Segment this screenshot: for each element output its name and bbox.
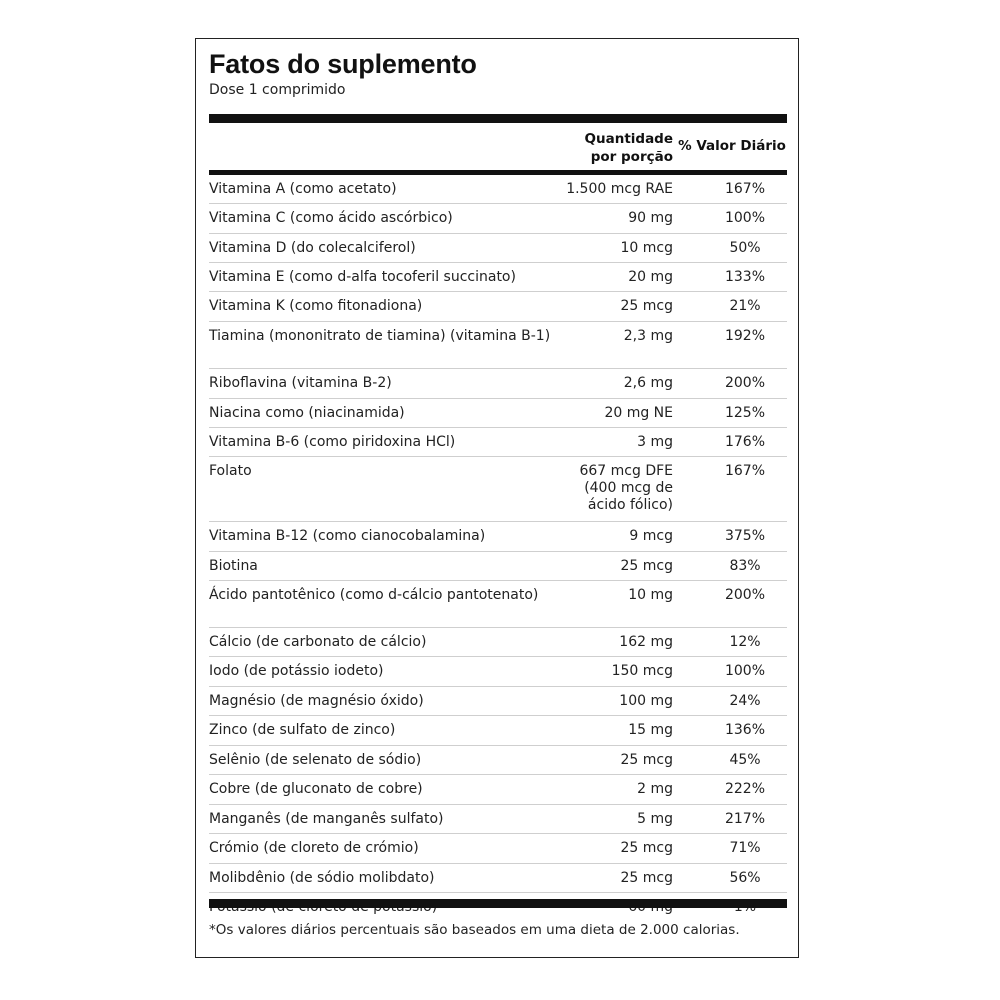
nutrient-daily-value: 167% bbox=[724, 463, 766, 479]
nutrient-row bbox=[209, 522, 787, 552]
nutrient-daily-value: 50% bbox=[729, 240, 761, 256]
nutrient-daily-value: 12% bbox=[729, 634, 761, 650]
nutrient-amount: 1.500 mcg RAE bbox=[566, 181, 673, 197]
nutrient-name: Cobre (de gluconato de cobre) bbox=[209, 781, 423, 797]
nutrient-name: Vitamina A (como acetato) bbox=[209, 181, 397, 197]
nutrient-daily-value: 83% bbox=[729, 558, 761, 574]
nutrient-name: Vitamina C (como ácido ascórbico) bbox=[209, 210, 453, 226]
nutrient-name: Zinco (de sulfato de zinco) bbox=[209, 722, 396, 738]
footnote: *Os valores diários percentuais são baseados em uma dieta de 2.000 calorias. bbox=[209, 922, 740, 938]
nutrient-row bbox=[209, 552, 787, 581]
panel-title: Fatos do suplemento bbox=[209, 49, 477, 79]
nutrient-row bbox=[209, 322, 787, 369]
nutrient-daily-value: 100% bbox=[724, 663, 766, 679]
nutrient-daily-value: 21% bbox=[729, 298, 761, 314]
nutrient-amount: 10 mcg bbox=[620, 240, 673, 256]
nutrient-name: Iodo (de potássio iodeto) bbox=[209, 663, 384, 679]
nutrient-amount: 667 mcg DFE (400 mcg de ácido fólico) bbox=[579, 463, 673, 513]
nutrient-amount: 100 mg bbox=[619, 693, 673, 709]
bottom-divider bbox=[209, 899, 787, 908]
nutrient-row bbox=[209, 628, 787, 657]
nutrient-amount: 25 mcg bbox=[620, 870, 673, 886]
nutrient-name: Vitamina D (do colecalciferol) bbox=[209, 240, 416, 256]
nutrient-amount: 90 mg bbox=[628, 210, 673, 226]
nutrient-name: Niacina como (niacinamida) bbox=[209, 405, 405, 421]
nutrient-row bbox=[209, 175, 787, 204]
nutrient-row bbox=[209, 805, 787, 834]
nutrient-name: Manganês (de manganês sulfato) bbox=[209, 811, 444, 827]
nutrient-table bbox=[209, 175, 787, 922]
nutrient-daily-value: 45% bbox=[729, 752, 761, 768]
nutrient-row bbox=[209, 687, 787, 716]
nutrient-amount: 25 mcg bbox=[620, 840, 673, 856]
nutrient-daily-value: 133% bbox=[724, 269, 766, 285]
nutrient-name: Tiamina (mononitrato de tiamina) (vitamina B-1) bbox=[209, 328, 551, 344]
nutrient-daily-value: 200% bbox=[724, 587, 766, 603]
nutrient-daily-value: 125% bbox=[724, 405, 766, 421]
nutrient-amount: 25 mcg bbox=[620, 752, 673, 768]
nutrient-row bbox=[209, 864, 787, 893]
nutrient-amount: 9 mcg bbox=[629, 528, 673, 544]
header-daily-value: % Valor Diário bbox=[678, 138, 786, 154]
nutrient-name: Folato bbox=[209, 463, 252, 479]
nutrient-daily-value: 222% bbox=[724, 781, 766, 797]
nutrient-row bbox=[209, 775, 787, 805]
serving-size: Dose 1 comprimido bbox=[209, 82, 346, 98]
nutrient-name: Vitamina B-6 (como piridoxina HCl) bbox=[209, 434, 456, 450]
nutrient-row bbox=[209, 716, 787, 746]
nutrient-name: Biotina bbox=[209, 558, 258, 574]
nutrient-amount: 3 mg bbox=[637, 434, 673, 450]
nutrient-name: Ácido pantotênico (como d-cálcio pantotenato) bbox=[209, 587, 539, 603]
nutrient-row bbox=[209, 369, 787, 399]
supplement-facts-panel bbox=[195, 38, 799, 958]
nutrient-amount: 25 mcg bbox=[620, 558, 673, 574]
nutrient-name: Vitamina B-12 (como cianocobalamina) bbox=[209, 528, 486, 544]
nutrient-row bbox=[209, 428, 787, 457]
nutrient-amount: 150 mcg bbox=[611, 663, 673, 679]
nutrient-row bbox=[209, 581, 787, 628]
nutrient-daily-value: 56% bbox=[729, 870, 761, 886]
nutrient-name: Cálcio (de carbonato de cálcio) bbox=[209, 634, 427, 650]
nutrient-daily-value: 136% bbox=[724, 722, 766, 738]
nutrient-row bbox=[209, 834, 787, 864]
top-divider bbox=[209, 114, 787, 123]
nutrient-daily-value: 200% bbox=[724, 375, 766, 391]
nutrient-amount: 2,3 mg bbox=[623, 328, 673, 344]
nutrient-amount: 15 mg bbox=[628, 722, 673, 738]
nutrient-row bbox=[209, 657, 787, 687]
nutrient-name: Molibdênio (de sódio molibdato) bbox=[209, 870, 435, 886]
nutrient-daily-value: 24% bbox=[729, 693, 761, 709]
nutrient-row bbox=[209, 292, 787, 322]
nutrient-name: Riboflavina (vitamina B-2) bbox=[209, 375, 392, 391]
nutrient-row bbox=[209, 746, 787, 775]
nutrient-amount: 20 mg NE bbox=[604, 405, 673, 421]
nutrient-name: Crómio (de cloreto de crómio) bbox=[209, 840, 419, 856]
nutrient-row bbox=[209, 234, 787, 263]
nutrient-amount: 162 mg bbox=[619, 634, 673, 650]
nutrient-row bbox=[209, 457, 787, 522]
nutrient-row bbox=[209, 263, 787, 292]
nutrient-daily-value: 100% bbox=[724, 210, 766, 226]
nutrient-name: Vitamina K (como fitonadiona) bbox=[209, 298, 423, 314]
nutrient-daily-value: 375% bbox=[724, 528, 766, 544]
nutrient-name: Magnésio (de magnésio óxido) bbox=[209, 693, 424, 709]
nutrient-row bbox=[209, 399, 787, 428]
nutrient-amount: 20 mg bbox=[628, 269, 673, 285]
nutrient-amount: 2,6 mg bbox=[623, 375, 673, 391]
nutrient-daily-value: 217% bbox=[724, 811, 766, 827]
header-amount-per-serving: Quantidade por porção bbox=[584, 131, 673, 165]
nutrient-name: Selênio (de selenato de sódio) bbox=[209, 752, 422, 768]
nutrient-daily-value: 167% bbox=[724, 181, 766, 197]
nutrient-amount: 5 mg bbox=[637, 811, 673, 827]
nutrient-daily-value: 192% bbox=[724, 328, 766, 344]
nutrient-amount: 10 mg bbox=[628, 587, 673, 603]
nutrient-daily-value: 176% bbox=[724, 434, 766, 450]
nutrient-daily-value: 71% bbox=[729, 840, 761, 856]
nutrient-amount: 2 mg bbox=[637, 781, 673, 797]
nutrient-amount: 25 mcg bbox=[620, 298, 673, 314]
nutrient-name: Vitamina E (como d-alfa tocoferil succinato) bbox=[209, 269, 516, 285]
nutrient-row bbox=[209, 204, 787, 234]
